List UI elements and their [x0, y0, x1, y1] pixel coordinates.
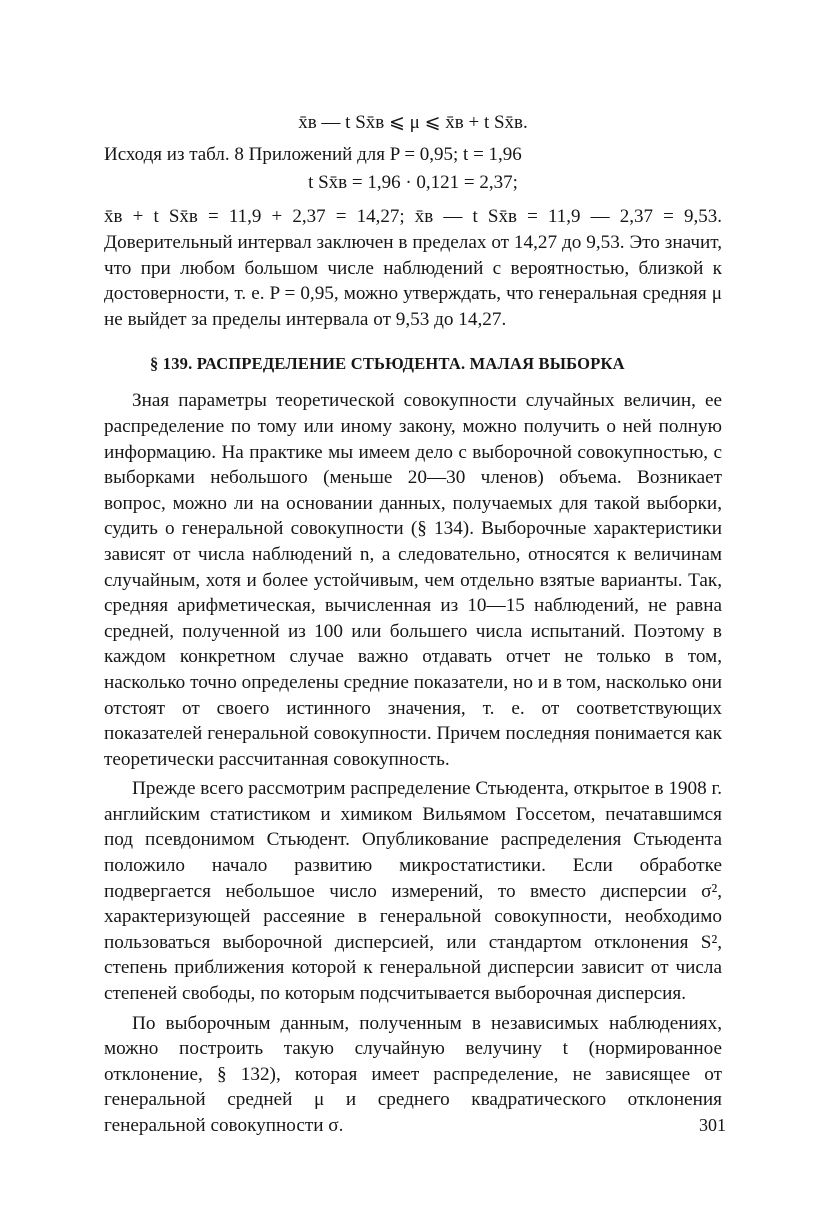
book-page — [104, 104, 722, 1144]
t-product-formula: t Sx̄в = 1,96 · 0,121 = 2,37; — [308, 172, 518, 193]
interval-bounds-formula: x̄в + t Sx̄в = 11,9 + 2,37 = 14,27; x̄в — t Sx̄в = 11,9 — 2,37 = 9,53. — [104, 206, 722, 227]
body-paragraph-2: Прежде всего рассмотрим распределение Стьюдента, открытое в 1908 г. английским статистиком и химиком Вильямом Госсетом, печатавшимся под псевдонимом Стьюдент. Опубликование распределения Стьюдента положило начало развитию микростатистики. Если обработке подвергается небольшое число измерений, то вместо дисперсии σ², характеризующей рассеяние в генеральной совокупности, необходимо пользоваться выборочной дисперсией, или стандартом отклонения S², степень приближения которой к генеральной дисперсии зависит от числа степеней свободы, по которым подсчитывается выборочная дисперсия. — [104, 778, 722, 1005]
body-paragraph-1: Зная параметры теоретической совокупности случайных величин, ее распределение по тому или иному закону, можно получить о ней полную информацию. На практике мы имеем дело с выборочной совокупностью, с выборками небольшого (меньше 20—30 членов) объема. Возникает вопрос, можно ли на основании данных, получаемых для такой выборки, судить о генеральной совокупности (§ 134). Выборочные характеристики зависят от числа наблюдений n, а следовательно, относятся к величинам случайным, хотя и более устойчивым, чем отдельно взятые варианты. Так, средняя арифметическая, вычисленная из 10—15 наблюдений, не равна средней, полученной из 100 или большего числа испытаний. Поэтому в каждом конкретном случае важно отдавать отчет не только в том, насколько точно определены средние показатели, но и в том, насколько они отстоят от своего истинного значения, т. е. от соответствующих показателей генеральной совокупности. Причем последняя понимается как теоретически рассчитанная совокупность. — [104, 390, 722, 770]
confidence-interval-formula: x̄в — t Sx̄в ⩽ μ ⩽ x̄в + t Sx̄в. — [298, 112, 528, 133]
interval-conclusion-paragraph: Доверительный интервал заключен в пределах от 14,27 до 9,53. Это значит, что при любом большом числе наблюдений с вероятностью, близкой к достоверности, т. е. P = 0,95, можно утверждать, что генеральная средняя μ не выйдет за пределы интервала от 9,53 до 14,27. — [104, 232, 722, 330]
body-paragraph-3: По выборочным данным, полученным в независимых наблюдениях, можно построить такую случайную велучину t (нормированное отклонение, § 132), которая имеет распределение, не зависящее от генеральной средней μ и среднего квадратического отклонения генеральной совокупности σ. — [104, 1012, 722, 1136]
section-heading: § 139. РАСПРЕДЕЛЕНИЕ СТЬЮДЕНТА. МАЛАЯ ВЫБОРКА — [150, 354, 625, 374]
page-number: 301 — [699, 1115, 726, 1135]
table-reference-line: Исходя из табл. 8 Приложений для P = 0,95; t = 1,96 — [104, 144, 522, 165]
